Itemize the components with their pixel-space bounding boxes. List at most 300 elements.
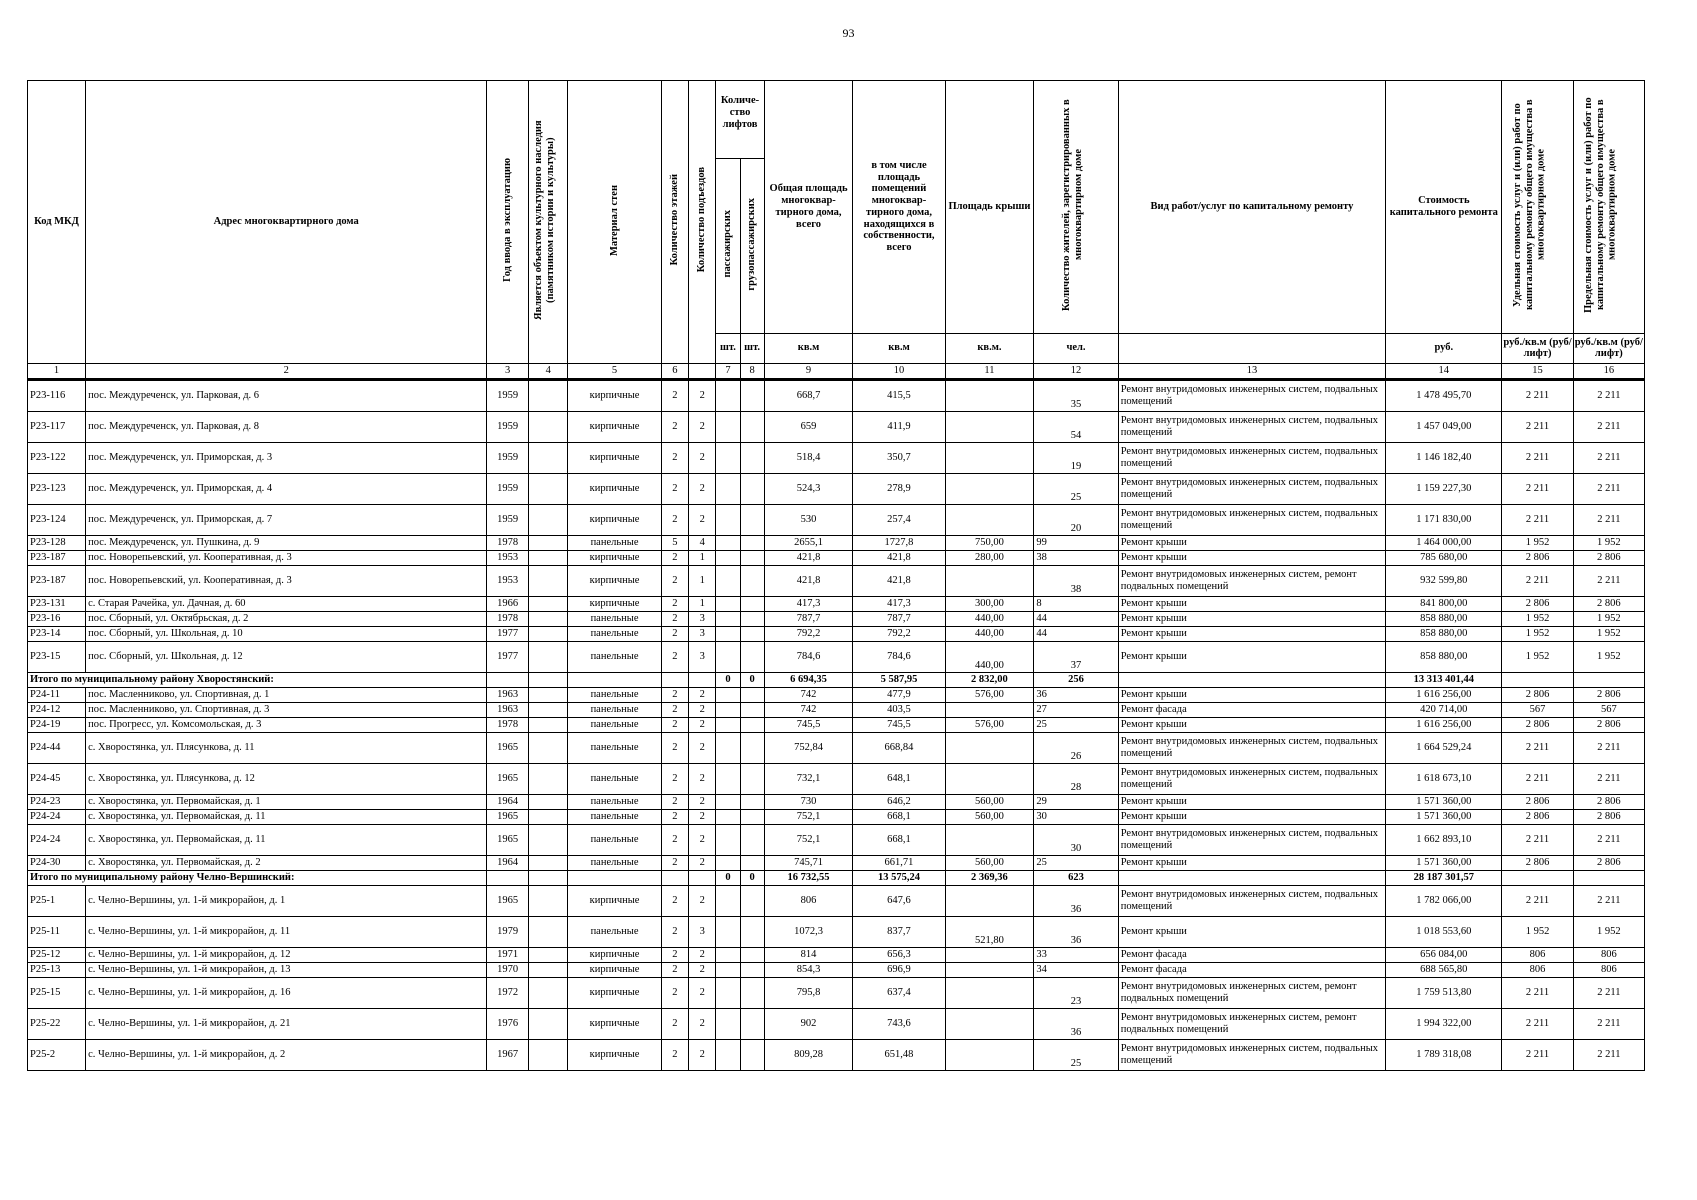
table-cell: 646,2 — [853, 794, 945, 809]
table-row — [28, 977, 1645, 1008]
table-row — [28, 550, 1645, 565]
table-cell: 421,8 — [764, 550, 853, 565]
table-cell: 1 571 360,00 — [1386, 794, 1502, 809]
table-cell: Ремонт внутридомовых инженерных систем, ремонт подвальных помещений — [1118, 565, 1385, 596]
table-cell: Ремонт крыши — [1118, 626, 1385, 641]
table-cell: 2 806 — [1573, 717, 1644, 732]
table-cell: 2 211 — [1502, 442, 1573, 473]
column-number: 16 — [1573, 363, 1644, 379]
table-cell: 2 806 — [1573, 794, 1644, 809]
table-row — [28, 411, 1645, 442]
table-row — [28, 687, 1645, 702]
table-cell — [528, 611, 567, 626]
table-cell: 477,9 — [853, 687, 945, 702]
table-cell: Р24-19 — [28, 717, 86, 732]
table-cell: панельные — [568, 763, 661, 794]
table-cell: 0 — [716, 672, 740, 687]
table-cell — [740, 687, 764, 702]
table-cell: 33 — [1034, 947, 1118, 962]
table-cell — [528, 550, 567, 565]
table-cell: 1 146 182,40 — [1386, 442, 1502, 473]
table-cell — [945, 565, 1034, 596]
table-cell: 2 211 — [1573, 379, 1644, 411]
table-cell: 792,2 — [853, 626, 945, 641]
table-cell: 2 — [661, 504, 688, 535]
column-number: 14 — [1386, 363, 1502, 379]
header-roof-area: Площадь крыши — [945, 81, 1034, 334]
table-cell: с. Хворостянка, ул. Первомайская, д. 11 — [86, 809, 487, 824]
table-cell: 34 — [1034, 962, 1118, 977]
table-cell: с. Хворостянка, ул. Плясункова, д. 12 — [86, 763, 487, 794]
table-cell: кирпичные — [568, 1039, 661, 1070]
table-cell — [528, 763, 567, 794]
table-body — [28, 363, 1645, 1070]
table-cell: 1965 — [487, 824, 529, 855]
table-cell: 3 — [689, 641, 716, 672]
header-cost: Стоимость капитального ремонта — [1386, 81, 1502, 334]
table-cell: 1964 — [487, 855, 529, 870]
table-cell: 567 — [1502, 702, 1573, 717]
table-row — [28, 442, 1645, 473]
table-cell: 668,84 — [853, 732, 945, 763]
table-cell: 1965 — [487, 732, 529, 763]
table-cell: 1 994 322,00 — [1386, 1008, 1502, 1039]
table-cell: Р24-44 — [28, 732, 86, 763]
table-cell: пос. Сборный, ул. Октябрьская, д. 2 — [86, 611, 487, 626]
capital-repair-table — [27, 80, 1645, 1071]
table-cell: 785 680,00 — [1386, 550, 1502, 565]
table-row — [28, 379, 1645, 411]
table-cell: 1 159 227,30 — [1386, 473, 1502, 504]
table-cell: 2 — [661, 809, 688, 824]
table-cell: 576,00 — [945, 717, 1034, 732]
table-cell: 2 — [661, 824, 688, 855]
table-cell: пос. Прогресс, ул. Комсомольская, д. 3 — [86, 717, 487, 732]
table-cell: 1959 — [487, 504, 529, 535]
table-cell — [528, 855, 567, 870]
table-cell: Ремонт внутридомовых инженерных систем, подвальных помещений — [1118, 473, 1385, 504]
table-cell — [945, 473, 1034, 504]
table-cell — [740, 962, 764, 977]
column-number: 6 — [661, 363, 688, 379]
table-cell: кирпичные — [568, 550, 661, 565]
table-cell: 2 — [661, 565, 688, 596]
table-cell: 23 — [1034, 977, 1118, 1008]
table-cell: 1 571 360,00 — [1386, 809, 1502, 824]
table-cell: 2 806 — [1573, 855, 1644, 870]
table-cell: 30 — [1034, 824, 1118, 855]
table-cell: 745,5 — [853, 717, 945, 732]
unit-area-3: кв.м. — [945, 333, 1034, 363]
table-cell: 28 187 301,57 — [1386, 870, 1502, 885]
table-cell: 1965 — [487, 885, 529, 916]
table-cell: 2 — [689, 885, 716, 916]
table-cell: панельные — [568, 626, 661, 641]
subtotal-row — [28, 870, 1645, 885]
table-cell: Р25-22 — [28, 1008, 86, 1039]
table-cell — [568, 870, 661, 885]
table-cell: 2 — [661, 687, 688, 702]
table-cell: 841 800,00 — [1386, 596, 1502, 611]
table-cell: 837,7 — [853, 916, 945, 947]
table-cell: 2 — [689, 379, 716, 411]
table-cell: 1 952 — [1502, 626, 1573, 641]
table-cell: 37 — [1034, 641, 1118, 672]
table-cell: 656 084,00 — [1386, 947, 1502, 962]
table-cell: 2 211 — [1502, 885, 1573, 916]
table-cell: 1 571 360,00 — [1386, 855, 1502, 870]
table-cell: Р25-1 — [28, 885, 86, 916]
table-cell: 1 457 049,00 — [1386, 411, 1502, 442]
table-cell — [716, 824, 740, 855]
table-cell: пос. Сборный, ул. Школьная, д. 12 — [86, 641, 487, 672]
table-cell: 2 — [689, 809, 716, 824]
table-cell: панельные — [568, 824, 661, 855]
table-cell: с. Челно-Вершины, ул. 1-й микрорайон, д. 13 — [86, 962, 487, 977]
table-cell: 2 — [661, 379, 688, 411]
table-cell: 2 369,36 — [945, 870, 1034, 885]
table-cell: Ремонт внутридомовых инженерных систем, подвальных помещений — [1118, 504, 1385, 535]
table-cell: 3 — [689, 611, 716, 626]
table-cell — [716, 702, 740, 717]
table-cell — [740, 702, 764, 717]
table-row — [28, 809, 1645, 824]
table-cell: 2 806 — [1502, 809, 1573, 824]
table-cell — [945, 947, 1034, 962]
table-cell: Ремонт крыши — [1118, 535, 1385, 550]
table-cell: 668,7 — [764, 379, 853, 411]
table-cell: 25 — [1034, 473, 1118, 504]
table-cell: 2 211 — [1502, 732, 1573, 763]
table-cell: панельные — [568, 535, 661, 550]
table-cell: 1 — [689, 550, 716, 565]
table-cell: 2 — [689, 1008, 716, 1039]
table-cell: 787,7 — [853, 611, 945, 626]
table-cell: 1 018 553,60 — [1386, 916, 1502, 947]
table-cell — [716, 763, 740, 794]
table-row — [28, 794, 1645, 809]
table-cell: 2 — [689, 732, 716, 763]
table-row — [28, 1039, 1645, 1070]
table-cell: 1 616 256,00 — [1386, 717, 1502, 732]
table-cell: 809,28 — [764, 1039, 853, 1070]
table-cell: 742 — [764, 702, 853, 717]
table-cell — [689, 672, 716, 687]
table-cell: 30 — [1034, 809, 1118, 824]
table-cell: 2 211 — [1573, 1008, 1644, 1039]
table-cell: кирпичные — [568, 947, 661, 962]
table-cell: 2 211 — [1502, 824, 1573, 855]
table-cell: 560,00 — [945, 855, 1034, 870]
table-cell: Ремонт фасада — [1118, 962, 1385, 977]
table-cell: 5 587,95 — [853, 672, 945, 687]
table-cell: пос. Междуреченск, ул. Парковая, д. 6 — [86, 379, 487, 411]
table-cell: 1 952 — [1573, 626, 1644, 641]
table-cell: Р23-131 — [28, 596, 86, 611]
table-cell — [716, 885, 740, 916]
table-cell: Ремонт крыши — [1118, 916, 1385, 947]
table-cell: 0 — [716, 870, 740, 885]
table-row — [28, 717, 1645, 732]
table-cell: 2 211 — [1573, 442, 1644, 473]
table-cell — [716, 855, 740, 870]
table-cell — [740, 763, 764, 794]
table-cell: 2 832,00 — [945, 672, 1034, 687]
table-cell — [740, 473, 764, 504]
table-cell: 647,6 — [853, 885, 945, 916]
table-cell: 1966 — [487, 596, 529, 611]
table-cell — [1573, 672, 1644, 687]
table-cell: 1 618 673,10 — [1386, 763, 1502, 794]
subtotal-row — [28, 672, 1645, 687]
table-cell: пос. Междуреченск, ул. Пушкина, д. 9 — [86, 535, 487, 550]
table-cell: 745,71 — [764, 855, 853, 870]
table-cell: 742 — [764, 687, 853, 702]
table-cell: 2 — [661, 732, 688, 763]
table-cell — [528, 962, 567, 977]
table-cell: панельные — [568, 732, 661, 763]
table-cell: Р23-116 — [28, 379, 86, 411]
table-cell: 2 — [661, 916, 688, 947]
unit-area-1: кв.м — [764, 333, 853, 363]
table-cell: 2 211 — [1502, 504, 1573, 535]
table-cell: с. Хворостянка, ул. Первомайская, д. 2 — [86, 855, 487, 870]
table-row — [28, 1008, 1645, 1039]
table-cell: 806 — [1502, 947, 1573, 962]
table-cell: 3 — [689, 626, 716, 641]
table-cell — [716, 1008, 740, 1039]
table-cell: панельные — [568, 855, 661, 870]
table-cell: Р24-30 — [28, 855, 86, 870]
table-cell: кирпичные — [568, 411, 661, 442]
table-cell: 421,8 — [853, 550, 945, 565]
unit-rub: руб. — [1386, 333, 1502, 363]
table-cell: 560,00 — [945, 809, 1034, 824]
table-cell: 280,00 — [945, 550, 1034, 565]
table-cell: кирпичные — [568, 977, 661, 1008]
table-cell: 2 806 — [1502, 855, 1573, 870]
header-year: Год ввода в эксплуатацию — [501, 157, 513, 283]
table-cell — [528, 916, 567, 947]
header-lifts: Количе-ство лифтов — [716, 81, 764, 159]
subtotal-label: Итого по муниципальному району Хворостянский: — [28, 672, 487, 687]
table-cell: 2 — [689, 473, 716, 504]
table-cell: 1953 — [487, 550, 529, 565]
table-row — [28, 885, 1645, 916]
table-cell: 1970 — [487, 962, 529, 977]
table-cell: 792,2 — [764, 626, 853, 641]
table-cell — [945, 977, 1034, 1008]
table-cell — [716, 1039, 740, 1070]
table-cell: 2 — [661, 442, 688, 473]
header-heritage: Является объектом культурного наследия (памятником истории и культуры) — [533, 120, 556, 320]
table-cell — [528, 717, 567, 732]
table-cell: пос. Новорепьевский, ул. Кооперативная, д. 3 — [86, 550, 487, 565]
column-number: 5 — [568, 363, 661, 379]
table-cell: Р23-187 — [28, 550, 86, 565]
table-cell: 2 — [689, 977, 716, 1008]
table-cell: 854,3 — [764, 962, 853, 977]
table-cell: 54 — [1034, 411, 1118, 442]
column-number: 15 — [1502, 363, 1573, 379]
table-cell: 806 — [1502, 962, 1573, 977]
table-cell: 752,1 — [764, 809, 853, 824]
table-cell — [716, 565, 740, 596]
column-number: 2 — [86, 363, 487, 379]
table-cell: Ремонт внутридомовых инженерных систем, подвальных помещений — [1118, 1039, 1385, 1070]
table-cell — [528, 1039, 567, 1070]
table-cell: 2 211 — [1502, 1008, 1573, 1039]
table-cell: 256 — [1034, 672, 1118, 687]
table-cell: Р23-187 — [28, 565, 86, 596]
header-floors: Количество этажей — [668, 174, 680, 266]
page-number: 93 — [842, 26, 855, 40]
table-cell: 2 — [689, 442, 716, 473]
table-cell: 2 — [689, 763, 716, 794]
table-cell: пос. Междуреченск, ул. Приморская, д. 4 — [86, 473, 487, 504]
table-cell — [716, 947, 740, 962]
table-cell — [1502, 672, 1573, 687]
table-cell: 1 664 529,24 — [1386, 732, 1502, 763]
table-cell — [716, 504, 740, 535]
table-cell: 38 — [1034, 550, 1118, 565]
table-cell — [689, 870, 716, 885]
table-cell: 2 211 — [1573, 732, 1644, 763]
table-cell: Р23-15 — [28, 641, 86, 672]
table-cell — [740, 411, 764, 442]
header-unit-cost: Удельная стоимость услуг и (или) работ по капитальному ремонту общего имущества в многоквартирном доме — [1511, 99, 1547, 311]
table-cell — [945, 732, 1034, 763]
table-cell — [740, 1008, 764, 1039]
table-cell: 300,00 — [945, 596, 1034, 611]
table-cell: 2 211 — [1573, 504, 1644, 535]
table-cell: панельные — [568, 809, 661, 824]
table-cell — [740, 732, 764, 763]
table-cell — [945, 504, 1034, 535]
table-cell: 1965 — [487, 763, 529, 794]
table-cell — [528, 809, 567, 824]
table-cell: Ремонт крыши — [1118, 550, 1385, 565]
table-cell: 2 — [661, 977, 688, 1008]
table-cell — [945, 379, 1034, 411]
table-cell — [528, 565, 567, 596]
table-cell — [740, 885, 764, 916]
table-cell: 787,7 — [764, 611, 853, 626]
table-cell — [716, 442, 740, 473]
header-owned-area: в том числе площадь помещений многоквар-тирного дома, находящихся в собственности, всего — [853, 81, 945, 334]
table-cell: 2655,1 — [764, 535, 853, 550]
table-cell: с. Хворостянка, ул. Первомайская, д. 1 — [86, 794, 487, 809]
table-cell: 2 211 — [1573, 411, 1644, 442]
table-cell: 656,3 — [853, 947, 945, 962]
table-cell: 858 880,00 — [1386, 626, 1502, 641]
table-cell: 518,4 — [764, 442, 853, 473]
table-cell: 784,6 — [853, 641, 945, 672]
table-cell: Ремонт внутридомовых инженерных систем, подвальных помещений — [1118, 824, 1385, 855]
table-cell: 1 478 495,70 — [1386, 379, 1502, 411]
table-cell: 806 — [764, 885, 853, 916]
table-cell: 752,84 — [764, 732, 853, 763]
table-cell: 1 952 — [1573, 916, 1644, 947]
table-cell: 25 — [1034, 717, 1118, 732]
table-cell: 2 — [661, 885, 688, 916]
table-cell: 2 — [661, 702, 688, 717]
table-cell: 1 952 — [1502, 916, 1573, 947]
table-cell: 2 806 — [1502, 717, 1573, 732]
table-cell: 2 211 — [1502, 473, 1573, 504]
table-cell — [528, 702, 567, 717]
table-cell: Ремонт крыши — [1118, 717, 1385, 732]
table-cell: 2 — [661, 641, 688, 672]
table-row — [28, 535, 1645, 550]
table-cell — [740, 596, 764, 611]
table-cell: панельные — [568, 611, 661, 626]
table-cell: 35 — [1034, 379, 1118, 411]
table-cell — [528, 596, 567, 611]
table-cell: 1727,8 — [853, 535, 945, 550]
table-cell: Ремонт внутридомовых инженерных систем, подвальных помещений — [1118, 379, 1385, 411]
table-row — [28, 596, 1645, 611]
table-row — [28, 626, 1645, 641]
table-cell: с. Челно-Вершины, ул. 1-й микрорайон, д. 11 — [86, 916, 487, 947]
table-cell: Ремонт крыши — [1118, 687, 1385, 702]
table-cell: 2 — [689, 504, 716, 535]
table-cell: 745,5 — [764, 717, 853, 732]
table-cell — [740, 809, 764, 824]
table-cell: 2 — [661, 855, 688, 870]
table-cell: 784,6 — [764, 641, 853, 672]
table-cell: 530 — [764, 504, 853, 535]
table-cell: 411,9 — [853, 411, 945, 442]
table-cell: Р24-11 — [28, 687, 86, 702]
table-cell: 2 — [661, 550, 688, 565]
header-address: Адрес многоквартирного дома — [86, 81, 487, 364]
table-cell: пос. Междуреченск, ул. Парковая, д. 8 — [86, 411, 487, 442]
table-cell: Ремонт крыши — [1118, 641, 1385, 672]
table-cell: 1959 — [487, 411, 529, 442]
table-cell: Р25-15 — [28, 977, 86, 1008]
table-cell: 858 880,00 — [1386, 641, 1502, 672]
table-cell: 1967 — [487, 1039, 529, 1070]
column-number: 13 — [1118, 363, 1385, 379]
table-cell: 2 — [661, 794, 688, 809]
table-cell: Р25-11 — [28, 916, 86, 947]
table-cell: панельные — [568, 687, 661, 702]
column-number: 4 — [528, 363, 567, 379]
table-cell: 1 662 893,10 — [1386, 824, 1502, 855]
table-cell: 637,4 — [853, 977, 945, 1008]
table-cell — [740, 641, 764, 672]
table-cell: Р23-16 — [28, 611, 86, 626]
table-cell — [716, 687, 740, 702]
table-cell — [1502, 870, 1573, 885]
table-cell — [528, 672, 567, 687]
table-cell: пос. Масленниково, ул. Спортивная, д. 3 — [86, 702, 487, 717]
table-cell: 1977 — [487, 626, 529, 641]
column-number: 11 — [945, 363, 1034, 379]
table-cell: 1 — [689, 565, 716, 596]
table-cell: с. Челно-Вершины, ул. 1-й микрорайон, д. 12 — [86, 947, 487, 962]
table-cell: с. Старая Рачейка, ул. Дачная, д. 60 — [86, 596, 487, 611]
table-cell: 421,8 — [764, 565, 853, 596]
table-cell: Ремонт фасада — [1118, 947, 1385, 962]
table-cell: 648,1 — [853, 763, 945, 794]
table-cell: 2 211 — [1573, 885, 1644, 916]
table-header — [28, 81, 1645, 364]
table-row — [28, 855, 1645, 870]
table-cell — [528, 794, 567, 809]
table-cell: Р23-128 — [28, 535, 86, 550]
